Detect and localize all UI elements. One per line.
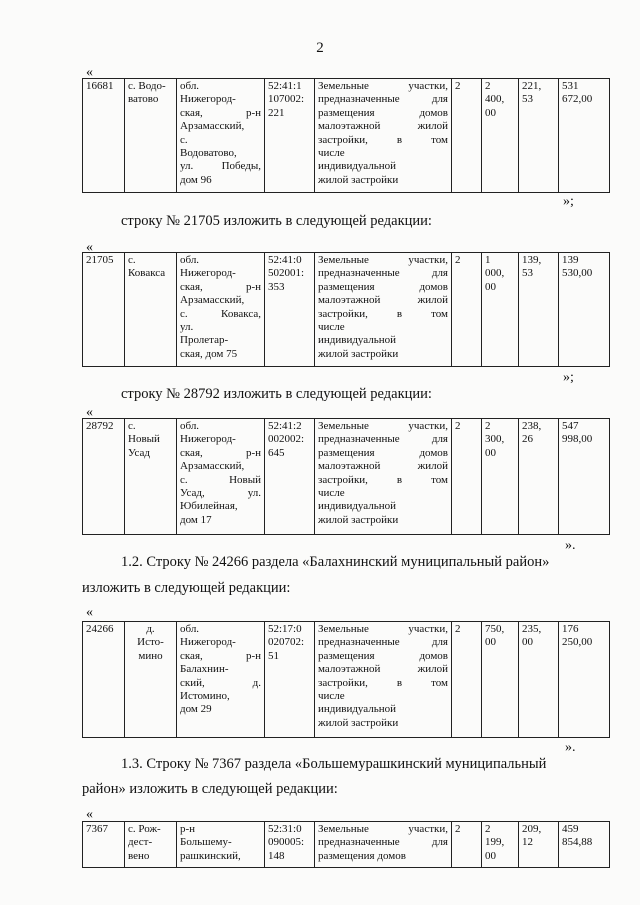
cadastral-number [265,79,315,193]
cell-line: дом 17 [180,513,212,526]
cell-line: ская, дом 75 [180,347,238,360]
cell-line: жилой застройки [318,513,399,526]
paragraph-1-3: 1.3. Строку № 7367 раздела «Большемурашкинский муниципальный [121,756,547,772]
cadastral-number [265,622,315,738]
cell-line: Исто- [137,636,164,649]
address [177,622,265,738]
table-row [83,622,610,738]
cadastral-value [559,622,610,738]
cell-line: 12 [522,836,533,849]
cell-line: 53 [522,93,533,106]
cell-line: 2 [485,80,491,92]
cell-line: 502001: [268,267,305,280]
cell-line: жилой застройки [318,347,399,360]
cell-line: Земельные участки, [318,420,448,432]
cell-line: 2 [485,420,491,432]
cell-line: обл. [180,80,200,92]
group-number: 2 [452,822,482,868]
cell-line: 002002: [268,433,305,446]
cell-line: 26 [522,433,533,446]
cell-line: с. Водо- [128,80,166,92]
rate [519,622,559,738]
opening-quote: « [86,807,93,822]
cell-line: 176 [562,623,579,635]
rate [519,822,559,868]
cell-line: Земельные участки, [318,823,448,835]
cell-line: Большему- [180,836,232,849]
cell-line: 672,00 [562,93,593,106]
record-number: 24266 [83,622,125,738]
closing-quote: »; [563,370,574,385]
cell-line: 139, [522,254,542,266]
cell-line: Ковакса [128,267,166,280]
table-row [83,822,610,868]
closing-quote: ». [565,538,576,553]
cell-line: с. [180,133,188,146]
instruction-text: строку № 28792 изложить в следующей редакции: [121,386,432,402]
cell-line: числе [318,147,345,160]
cell-line: Нижегород- [180,636,236,649]
cell-line: 645 [268,446,285,459]
cell-line: 148 [268,849,285,862]
cell-line: 020702: [268,636,305,649]
cell-line: Водоватово, [180,147,237,160]
cell-line: с. Новый [180,473,261,486]
address [177,79,265,193]
cell-line: Истомино, [180,690,230,703]
cell-line: застройки, в том [318,473,448,486]
group-number: 2 [452,79,482,193]
place-name [125,79,177,193]
page-number: 2 [316,40,324,56]
cell-line: Нижегород- [180,433,236,446]
cell-line: 00 [485,849,496,862]
group-number: 2 [452,419,482,535]
cell-line: 209, [522,823,542,835]
place-name [125,622,177,738]
group-number: 2 [452,622,482,738]
cell-line: дест- [128,836,153,849]
cadastral-value [559,419,610,535]
cadastral-value [559,79,610,193]
cell-line: 53 [522,267,533,280]
cell-line: ская, р-н [180,280,261,293]
cell-line: 139 [562,254,579,266]
cell-line: 107002: [268,93,305,106]
land-use-type [315,419,452,535]
address [177,822,265,868]
cell-line: 00 [485,446,496,459]
rate [519,253,559,367]
cell-line: 854,88 [562,836,593,849]
cell-line: 00 [485,636,496,649]
opening-quote: « [86,65,93,80]
cell-line: 199, [485,836,505,849]
cadastral-value [559,253,610,367]
cell-line: 52:41:2 [268,420,302,432]
opening-quote: « [86,605,93,620]
cell-line: застройки, в том [318,307,448,320]
cell-line: Новый [128,433,160,446]
cell-line: дом 96 [180,173,212,186]
cadastral-number [265,822,315,868]
cell-line: вено [128,849,150,862]
place-name [125,419,177,535]
cell-line: предназначенные для [318,836,448,849]
cell-line: 300, [485,433,505,446]
cell-line: рашкинский, [180,849,241,862]
area [482,822,519,868]
cell-line: 221, [522,80,542,92]
cell-line: ул. [180,321,194,334]
cell-line: ская, р-н [180,649,261,662]
cell-line: жилой застройки [318,173,399,186]
land-use-type [315,79,452,193]
closing-quote: »; [563,194,574,209]
cell-line: ул. Победы, [180,160,261,173]
opening-quote: « [86,405,93,420]
cell-line: 400, [485,93,505,106]
cell-line: с. [128,254,136,266]
cell-line: Балахнин- [180,663,229,676]
cell-line: 52:41:1 [268,80,302,92]
land-use-type [315,622,452,738]
cell-line: обл. [180,420,200,432]
cell-line: 238, [522,420,542,432]
cell-line: предназначенные для [318,267,448,280]
cell-line: малоэтажной жилой [318,663,448,676]
address [177,253,265,367]
rate [519,419,559,535]
closing-quote: ». [565,740,576,755]
record-table-16681 [82,78,610,193]
cell-line: Пролетар- [180,334,229,347]
instruction-text: строку № 21705 изложить в следующей редакции: [121,213,432,229]
cell-line: 530,00 [562,267,593,280]
cell-line: размещения домов [318,649,448,662]
cell-line: 00 [485,106,496,119]
table-row [83,419,610,535]
cell-line: Арзамасский, [180,460,245,473]
table-row [83,253,610,367]
cell-line: 51 [268,649,279,662]
cell-line: индивидуальной [318,334,397,347]
cell-line: числе [318,321,345,334]
record-table-28792 [82,418,610,535]
address [177,419,265,535]
cell-line: размещения домов [318,280,448,293]
record-number: 21705 [83,253,125,367]
paragraph-1-3-continuation: район» изложить в следующей редакции: [82,781,338,797]
cell-line: обл. [180,254,200,266]
place-name [125,822,177,868]
table-row [83,79,610,193]
rate [519,79,559,193]
cell-line: предназначенные для [318,93,448,106]
land-use-type [315,253,452,367]
cell-line: размещения домов [318,446,448,459]
cell-line: с. Рож- [128,823,161,835]
cell-line: 250,00 [562,636,593,649]
cell-line: Земельные участки, [318,254,448,266]
cadastral-number [265,419,315,535]
cell-line: предназначенные для [318,636,448,649]
cell-line: 547 [562,420,579,432]
record-number: 16681 [83,79,125,193]
cell-line: ская, р-н [180,106,261,119]
cell-line: Усад [128,446,150,459]
cell-line: размещения домов [318,106,448,119]
cell-line: 353 [268,280,285,293]
record-number: 7367 [83,822,125,868]
cell-line: 235, [522,623,542,635]
cell-line: мино [138,649,163,662]
cell-line: ская, р-н [180,446,261,459]
cell-line: обл. [180,623,200,635]
cell-line: ский, д. [180,676,261,689]
cell-line: малоэтажной жилой [318,294,448,307]
cell-line: Нижегород- [180,267,236,280]
cell-line: 00 [485,280,496,293]
cell-line: д. [146,623,155,635]
cell-line: предназначенные для [318,433,448,446]
record-table-7367 [82,821,610,868]
cadastral-number [265,253,315,367]
cell-line: 1 [485,254,491,266]
opening-quote: « [86,240,93,255]
cell-line: 52:17:0 [268,623,302,635]
cell-line: Арзамасский, [180,120,245,133]
cell-line: Усад, ул. [180,487,261,500]
cell-line: 52:31:0 [268,823,302,835]
cell-line: числе [318,690,345,703]
cell-line: Арзамасский, [180,294,245,307]
land-use-type [315,822,452,868]
cadastral-value [559,822,610,868]
cell-line: 090005: [268,836,305,849]
cell-line: 000, [485,267,505,280]
cell-line: застройки, в том [318,133,448,146]
cell-line: Нижегород- [180,93,236,106]
cell-line: размещения домов [318,849,406,862]
cell-line: 221 [268,106,285,119]
place-name [125,253,177,367]
record-table-21705 [82,252,610,367]
paragraph-1-2: 1.2. Строку № 24266 раздела «Балахнинский муниципальный район» [121,554,550,570]
cell-line: 998,00 [562,433,593,446]
cell-line: числе [318,487,345,500]
cell-line: с. Ковакса, [180,307,261,320]
cell-line: 2 [485,823,491,835]
cell-line: Земельные участки, [318,623,448,635]
cell-line: индивидуальной [318,703,397,716]
cell-line: индивидуальной [318,500,397,513]
cell-line: 459 [562,823,579,835]
area [482,253,519,367]
paragraph-1-2-continuation: изложить в следующей редакции: [82,580,291,596]
cell-line: индивидуальной [318,160,397,173]
record-table-24266 [82,621,610,738]
area [482,419,519,535]
cell-line: Юбилейная, [180,500,238,513]
cell-line: р-н [180,823,196,835]
cell-line: ватово [128,93,159,106]
record-number: 28792 [83,419,125,535]
cell-line: застройки, в том [318,676,448,689]
cell-line: 52:41:0 [268,254,302,266]
cell-line: малоэтажной жилой [318,460,448,473]
cell-line: 00 [522,636,533,649]
cell-line: Земельные участки, [318,80,448,92]
group-number: 2 [452,253,482,367]
cell-line: малоэтажной жилой [318,120,448,133]
cell-line: с. [128,420,136,432]
cell-line: жилой застройки [318,716,399,729]
area [482,79,519,193]
cell-line: 750, [485,623,505,635]
cell-line: дом 29 [180,703,212,716]
cell-line: 531 [562,80,579,92]
area [482,622,519,738]
